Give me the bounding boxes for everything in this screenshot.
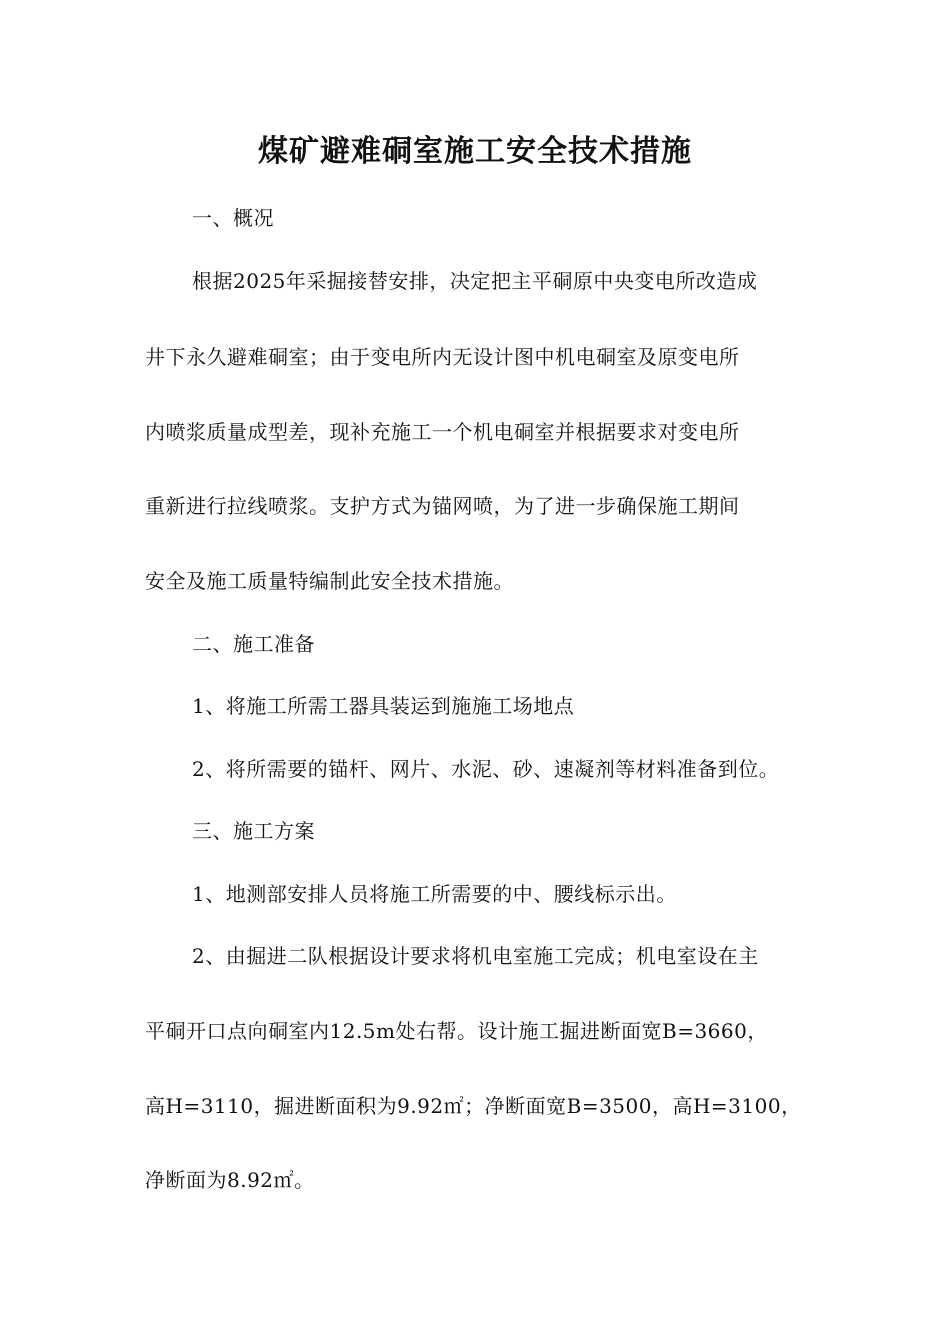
section-heading-preparation: 二、施工准备: [192, 632, 315, 656]
paragraph-line: 重新进行拉线喷浆。支护方式为锚网喷，为了进一步确保施工期间: [145, 494, 740, 518]
list-item: 2、将所需要的锚杆、网片、水泥、砂、速凝剂等材料准备到位。: [192, 757, 780, 781]
paragraph-line: 内喷浆质量成型差，现补充施工一个机电硐室并根据要求对变电所: [145, 420, 740, 444]
paragraph-line: 根据2025年采掘接替安排，决定把主平硐原中央变电所改造成: [192, 269, 758, 293]
paragraph-line: 平硐开口点向硐室内12.5m处右帮。设计施工掘进断面宽B=3660，: [145, 1019, 768, 1043]
paragraph-line: 高H=3110，掘进断面积为9.92㎡；净断面宽B=3500，高H=3100，: [145, 1094, 802, 1118]
list-item: 2、由掘进二队根据设计要求将机电室施工完成；机电室设在主: [192, 944, 759, 968]
list-item: 1、将施工所需工器具装运到施施工场地点: [192, 694, 575, 718]
paragraph-line: 净断面为8.92㎡。: [145, 1168, 315, 1192]
section-heading-overview: 一、概况: [192, 206, 274, 230]
list-item: 1、地测部安排人员将施工所需要的中、腰线标示出。: [192, 882, 677, 906]
document-title: 煤矿避难硐室施工安全技术措施: [258, 134, 692, 169]
section-heading-plan: 三、施工方案: [192, 819, 315, 843]
paragraph-line: 安全及施工质量特编制此安全技术措施。: [145, 569, 514, 593]
paragraph-line: 井下永久避难硐室；由于变电所内无设计图中机电硐室及原变电所: [145, 345, 740, 369]
